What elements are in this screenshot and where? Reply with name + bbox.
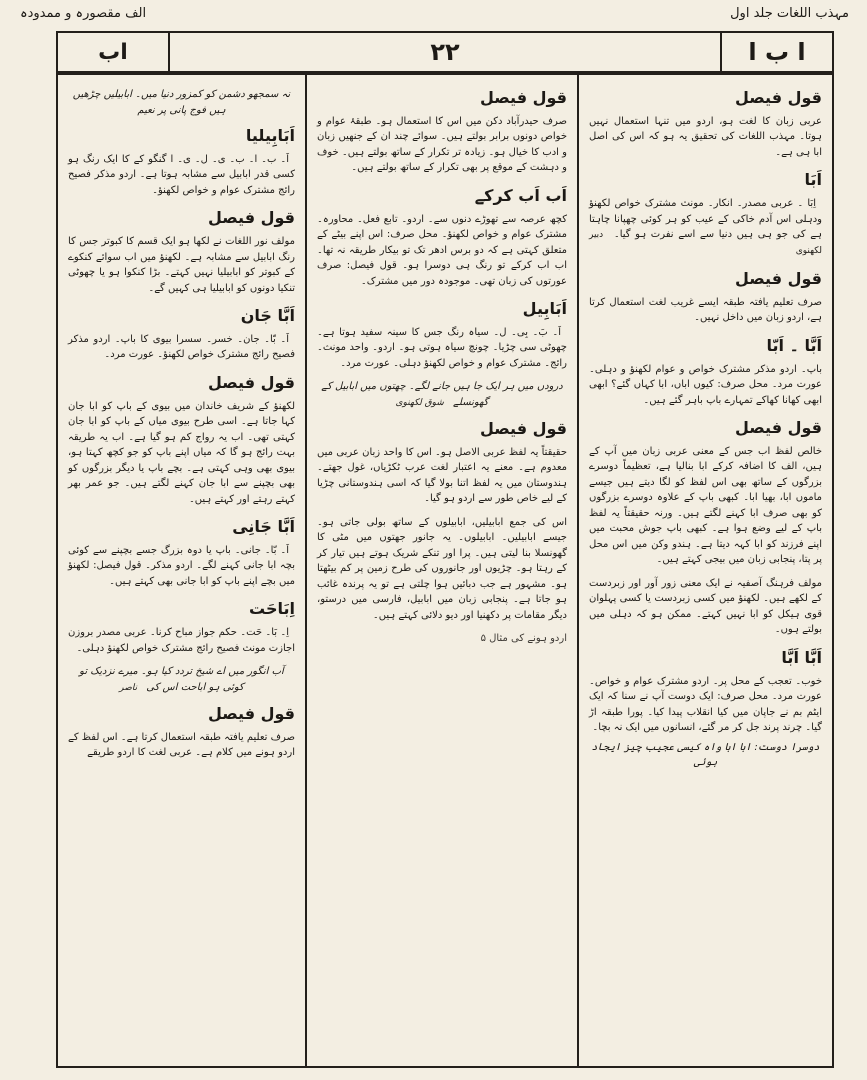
entry-right-1	[589, 86, 822, 160]
entry-text: باپ۔ اردو مذکر مشترک خواص و عوام لکھنؤ و دہلی۔ عورت مرد۔ محل صرف: کیوں اباں، ابا کہاں گئے؟ ابھی ابھی کھانا کھاکے تمہارے باپ باہر گئے ہیں۔	[589, 363, 822, 406]
entry-aba	[589, 168, 822, 259]
entry-text: گنگو کے کا ایک رنگ ہو کسی قدر ابابیل سے مشابہ ہوتا ہے۔ اردو مذکر فصیح رائج مشترک عوام و خواص لکھنؤ۔	[68, 153, 295, 196]
pronunciation: اَ۔ بَ۔ بِی۔ ل۔ سیاہ رنگ	[447, 326, 561, 338]
entry-text: خالص لفظ اب جس کے معنی عربی زبان میں آپ کے ہیں، الف کا اضافہ کرکے ابا بنالیا ہے، تعظیماً دوسرے بزرگوں کے ساتھ بھی اس لفظ کو لگا دیتے ہیں جیسے ماموں ابا، بھیا ابا۔ کبھی باپ کے علاوہ دوسرے بزرگوں کو بھی صرف ابا کہنے لگتے ہیں۔ ورنہ حقیقتاً یہ لفظ باپ کے لیے وضع ہوا ہے۔ کبھی باپ جوش محبت میں اپنے فرزند کو ابا کہہ دیتا ہے۔ ہندو وکن میں اس محل پر پتا، پنجابی زبان میں بیجی کہتے ہیں۔	[589, 445, 822, 566]
top-left-title: الف مقصورہ و ممدودہ	[20, 6, 147, 21]
left-verse-1	[68, 87, 295, 118]
entry-headword: قول فیصل	[734, 88, 822, 107]
entry-headword: اَبَّا جَان	[240, 306, 295, 326]
top-right-title: مہذب اللغات جلد اول	[730, 6, 849, 21]
page-number: ۲۲	[430, 38, 460, 66]
verse-text: آب انگور میں اے شیخ تردد کیا ہو۔ میرے نزدیک تو کوئی ہو اباحت اس کی	[79, 666, 284, 693]
entry-headword: قول فیصل	[207, 208, 295, 228]
entry-ababeel	[317, 297, 567, 371]
top-line	[20, 2, 849, 26]
entry-text: خوب۔ تعجب کے محل پر۔ اردو مشترک عوام و خواص۔ عورت مرد۔ محل صرف: ایک دوست آپ نے سنا کہ ایک ایٹم بم نے جاپان میں کیا انقلاب پیدا کیا۔ پورا طبقہ اڑ گیا۔ چرند پرند جل کر مر گئے، انسانوں میں ایک نہ بچا۔	[589, 675, 822, 734]
entry-text: صرف تعلیم یافتہ طبقہ استعمال کرتا ہے۔ اس لفظ کے اردو ہونے میں کلام ہے۔ عربی لغت کا اردو طریقے	[68, 731, 295, 759]
entry-text: اس کی جمع ابابیلیں، ابابیلوں کے ساتھ بولی جاتی ہو۔ جیسے ابابیلیں۔ ابابیلوں۔ یہ جانور جھتوں میں مٹی کا گھونسلا بنا لیتی ہیں۔ پرا اور تنکے شریک ہوتے ہیں تیار کر کے رہتا ہو۔ چڑیوں اور جانوروں کی طرح زمین پر کم بیٹھتا ہو۔ مشہور ہے جب دبائیں ہوا چلتی ہے تو یہ پرندہ غائب ہو جاتا ہے۔ پنجابی زبان میں ابابیل، فارسی میں درستو، دیگر مقامات پر دکھنیا اور دیو دلائی کہتے ہیں۔	[317, 516, 567, 621]
text-frame	[56, 73, 834, 1068]
entry-middle-1	[317, 86, 567, 176]
entry-text: حقیقتاً یہ لفظ عربی الاصل ہو۔ اس کا واحد زبان عربی میں معدوم ہے۔ معنے یہ اعتبار لغت عرب ٹکڑیاں، غول جھتے۔ ہندوستان میں یہ لفظ اتنا بولا گیا کہ اسی ہندوستانی چڑیا کے لیے خاص طور سے اردو ہو گیا۔	[317, 446, 567, 505]
verse-text: درودں میں ہر ایک جا ہیں جانے لگے۔ چھتوں میں ابابیل کے گھونسلے	[321, 381, 563, 408]
verse-text: نہ سمجھو دشمن کو کمزور دنیا میں۔ ابابیلیں چڑھیں ہیں فوج پانی پر نعیم	[72, 89, 291, 116]
entry-text: بیوی کا باپ۔ اردو مذکر فصیح رائج مشترک خواص لکھنؤ۔ عورت مرد۔	[68, 333, 295, 361]
entry-middle-qaul-faisal	[317, 417, 567, 507]
pronunciation: اَ۔ ب۔ ا۔ ب۔ ی۔ ل۔ ی۔ ا	[170, 153, 289, 165]
entry-qaul-faisal-1	[68, 206, 295, 296]
entry-abba-jani	[68, 515, 295, 589]
entry-abba	[589, 334, 822, 408]
entry-ibahat	[68, 597, 295, 656]
right-header-tag: ا ب ا	[720, 33, 832, 71]
entry-text: لکھنؤ کے شریف خاندان میں بیوی کے باپ کو ابا جان کہا جاتا ہے۔ اسی طرح بیوی میاں کے باپ کو ابا جان کہتی تھی۔ اب یہ رواج کم ہو گیا ہے۔ اب یہ طریقہ بہت رائج ہو گا کہ میاں اپنے باپ کو جو کچھ کہتا ہو، بیوی بھی وہی کہتی ہے۔ بچے باپ یا دیگر بزرگوں کو بھی بچپنے سے ابا جان کہنے لگتے ہیں۔ جو عمر بھر کہتے رہتے اور کہتے ہیں۔	[68, 400, 295, 505]
entry-headword: قول فیصل	[734, 418, 822, 438]
entry-text: کچھ عرصہ سے تھوڑے دنوں سے۔ اردو۔ تابع فعل۔ محاورہ۔ مشترک عوام و خواص لکھنؤ۔ محل صرف: اس اپنے بیٹے کے متعلق کہتی ہے کہ دو برس ادھر تک تو بیکار طریقہ نہ تھا۔ اب اب کرکے تو رنگ ہی دوسرا ہو۔ قول فیصل: صرف عورتوں کی زبان تھی۔ موجودہ دور میں مشترک۔	[317, 213, 567, 287]
entry-headword: قول فیصل	[207, 372, 295, 392]
left-header-tag: اب	[58, 33, 170, 71]
poet-name: شوق لکھنوی	[395, 397, 444, 408]
entry-qaul-faisal-3	[68, 702, 295, 761]
entry-text: عربی زبان کا لغت ہو، اردو میں تنہا استعمال نہیں ہوتا۔ مہذب اللغات کی تحقیق یہ ہو کہ اس کی اصل ابا ہی ہے۔	[589, 115, 822, 158]
entry-text: اردو ہونے کی مثال ۵	[480, 633, 567, 645]
pronunciation: اَ۔ بّا۔ جان۔ خسر۔ سسرا	[176, 333, 289, 345]
entry-headword: اَبَا	[804, 170, 822, 190]
entry-headword: اِبَاحَت	[249, 599, 295, 619]
entry-headword: اَبَابِیلیا	[245, 126, 295, 145]
entry-text: مولف نور اللغات نے لکھا ہو ایک قسم کا کبوتر جس کا رنگ ابابیل سے مشابہ ہے۔ لکھنؤ میں اب سوائے کنکوے کے کبوتر کو ابابیلیا نہیں کہتے۔ بڑا کنکوا ہو یا چھوٹی تنکیا دونوں کو ابابیلیا ہی کہیں گے۔	[68, 236, 295, 294]
quote-line: دوسرا دوست: ابا ابا واہ کیسی عجیب چیز ایجاد ہوئی	[591, 741, 820, 769]
entry-headword: اَبَّا ۔ اَبّا	[766, 335, 822, 355]
poet-name: دبیر لکھنوی	[589, 230, 822, 257]
entry-text: بچپنے سے کوئی بچہ ابا جانی کہنے لگے۔ اردو مذکر۔ قول فیصل: لکھنؤ میں بچے اپنے باپ کو ابا جانی بھی کہتے ہیں۔	[68, 544, 295, 587]
page-header	[56, 31, 834, 73]
entry-text: اس آدم خاکی کے عیب کو ہر کوئی چھپانا چاہتا ہے کی جو ہی ہیں دنیا سے اسے نفرت ہو گیا۔	[589, 213, 823, 241]
poet-name: ناصر	[119, 682, 138, 693]
pronunciation: اِ۔ بَا۔ حَت۔ حکم جواز	[196, 627, 289, 639]
entry-right-note	[589, 576, 822, 638]
right-column	[579, 75, 832, 1066]
pronunciation: اِبَا ۔ عربی مصدر۔ انکار۔ مونث مشترک خواص لکھنؤ ودہلی	[589, 198, 823, 225]
entry-headword: اَبَّا جَانِی	[232, 517, 295, 537]
entry-headword: قول فیصل	[207, 703, 295, 723]
entry-headword: اَبَابِیل	[522, 299, 567, 319]
entry-headword: قول فیصل	[734, 268, 822, 288]
middle-verse	[317, 379, 567, 410]
entry-qaul-faisal-2	[68, 371, 295, 507]
entry-headword: اَب اَب کرکے	[474, 185, 567, 205]
entry-headword: قول فیصل	[479, 418, 567, 438]
entry-text: صرف تعلیم یافتہ طبقہ ایسے غریب لغت استعمال کرتا ہے، اردو زبان میں داخل نہیں۔	[589, 296, 822, 324]
entry-ab-ab-karke	[317, 184, 567, 289]
entry-abba-abba	[589, 646, 822, 771]
entry-text: مباح کرنا۔ عربی مصدر بروزن اجازت مونث فصیح رائج مشترک خواص لکھنؤ دہلی۔	[68, 627, 295, 654]
entry-middle-plural	[317, 515, 567, 624]
pronunciation: اَ۔ بّا۔ جانی۔ باپ یا دوہ بزرگ جسے	[136, 544, 289, 556]
entry-text: صرف حیدرآباد دکن میں اس کا استعمال ہو۔ طبقۂ عوام و خواص دونوں برابر بولتے ہیں۔ سوائے چند ان کے جنھیں زبان و ادب کا خیال ہو۔ زیادہ تر تکرار کے ساتھ بولتے ہیں۔ خوف و دہشت کے موقع پر بھی تکرار کے ساتھ بولتے ہیں۔	[317, 115, 567, 174]
entry-ababilia	[68, 124, 295, 198]
entry-headword: قول فیصل	[479, 88, 567, 107]
left-column	[58, 75, 307, 1066]
middle-column	[307, 75, 579, 1066]
entry-text: جس کا سینہ سفید ہوتا ہے۔ چھوٹی سی چڑیا۔ چونچ سیاہ ہوتی ہو۔ اردو۔ واحد مونث۔ رائج۔ مشترک عوام و خواص لکھنؤ دہلی۔ عورت مرد۔	[317, 326, 567, 369]
entry-text: مولف فرہنگ آصفیہ نے ایک معنی زور آور اور زبردست کے لکھے ہیں۔ لکھنؤ میں کسی زبردست یا کسی پہلوان قوی ہیکل کو ابا نہیں کہتے۔ ممکن ہو کہ دہلی میں بولتے ہوں۔	[589, 577, 822, 636]
entry-right-qaul-faisal-2	[589, 267, 822, 326]
entry-right-qaul-faisal-3	[589, 416, 822, 568]
entry-headword: اَبَّا اَبَّا	[781, 647, 822, 667]
entry-abba-jan	[68, 304, 295, 363]
left-verse-2	[68, 664, 295, 695]
middle-footer-note	[317, 631, 567, 647]
